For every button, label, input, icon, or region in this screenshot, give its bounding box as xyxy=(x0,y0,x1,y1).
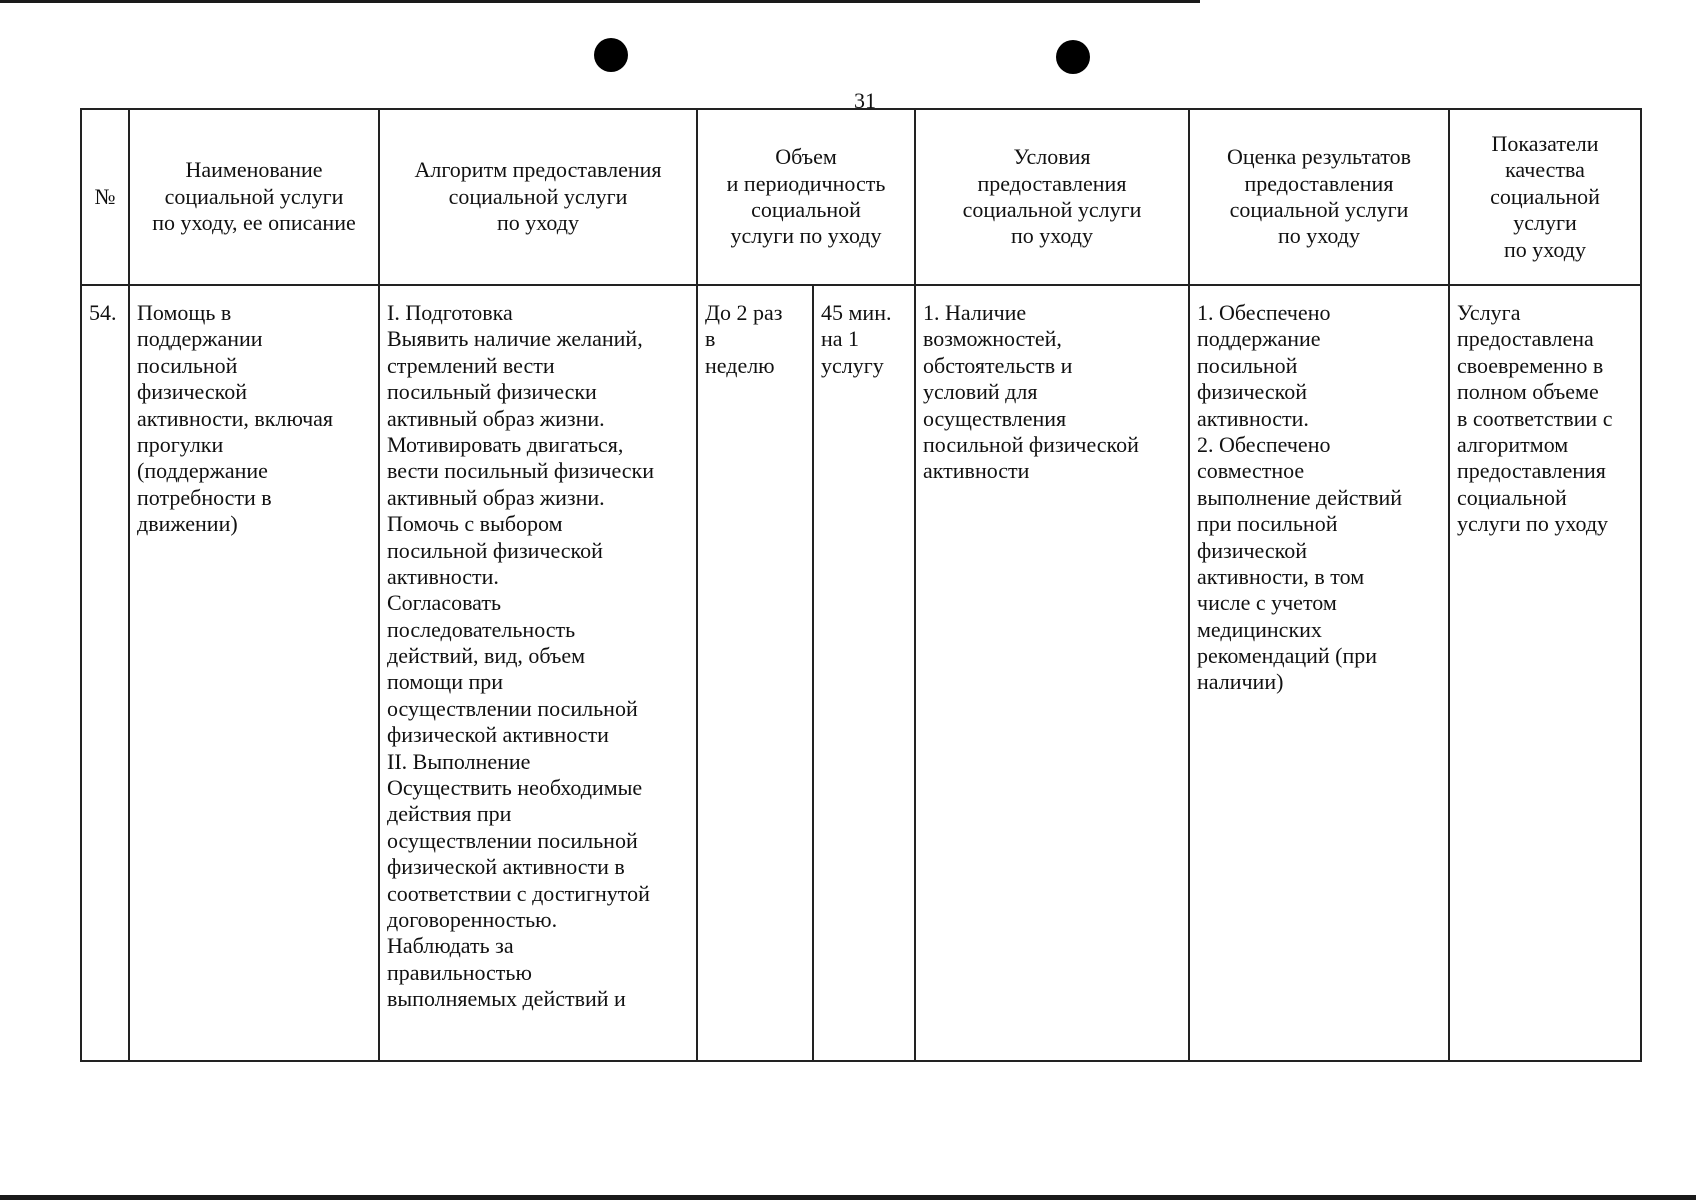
header-evaluation: Оценка результатов предоставления социальной услуги по уходу xyxy=(1189,109,1449,285)
cell-quality: Услуга предоставлена своевременно в полном объеме в соответствии с алгоритмом предоставления социальной услуги по уходу xyxy=(1449,285,1641,1061)
cell-number: 54. xyxy=(81,285,129,1061)
table-header-row xyxy=(81,109,1641,285)
page-number: 31 xyxy=(854,88,876,113)
punch-hole-right xyxy=(1056,40,1090,74)
header-quality: Показатели качества социальной услуги по уходу xyxy=(1449,109,1641,285)
header-volume-frequency: Объем и периодичность социальной услуги по уходу xyxy=(697,109,915,285)
social-service-table xyxy=(80,108,1642,1062)
cell-duration: 45 мин. на 1 услугу xyxy=(813,285,915,1061)
header-conditions: Условия предоставления социальной услуги по уходу xyxy=(915,109,1189,285)
scan-edge-bottom xyxy=(0,1195,1696,1200)
punch-hole-left xyxy=(594,38,628,72)
scan-edge-top xyxy=(0,0,1200,3)
cell-algorithm: I. Подготовка Выявить наличие желаний, стремлений вести посильный физически активный образ жизни. Мотивировать двигаться, вести посильный физически активный образ жизни. Помочь с выбором посильной физической активности. Согласовать последовательность действий, вид, объем помощи при осуществлении посильной физической активности II. Выполнение Осуществить необходимые действия при осуществлении посильной физической активности в соответствии с достигнутой договоренностью. Наблюдать за правильностью выполняемых действий и xyxy=(379,285,697,1061)
header-algorithm: Алгоритм предоставления социальной услуги по уходу xyxy=(379,109,697,285)
cell-conditions: 1. Наличие возможностей, обстоятельств и условий для осуществления посильной физической активности xyxy=(915,285,1189,1061)
header-number: № xyxy=(81,109,129,285)
cell-service-name: Помощь в поддержании посильной физической активности, включая прогулки (поддержание потребности в движении) xyxy=(129,285,379,1061)
cell-frequency: До 2 раз в неделю xyxy=(697,285,813,1061)
header-service-name: Наименование социальной услуги по уходу, ее описание xyxy=(129,109,379,285)
cell-evaluation: 1. Обеспечено поддержание посильной физической активности. 2. Обеспечено совместное выполнение действий при посильной физической активности, в том числе с учетом медицинских рекомендаций (при наличии) xyxy=(1189,285,1449,1061)
table-row xyxy=(81,285,1641,1061)
